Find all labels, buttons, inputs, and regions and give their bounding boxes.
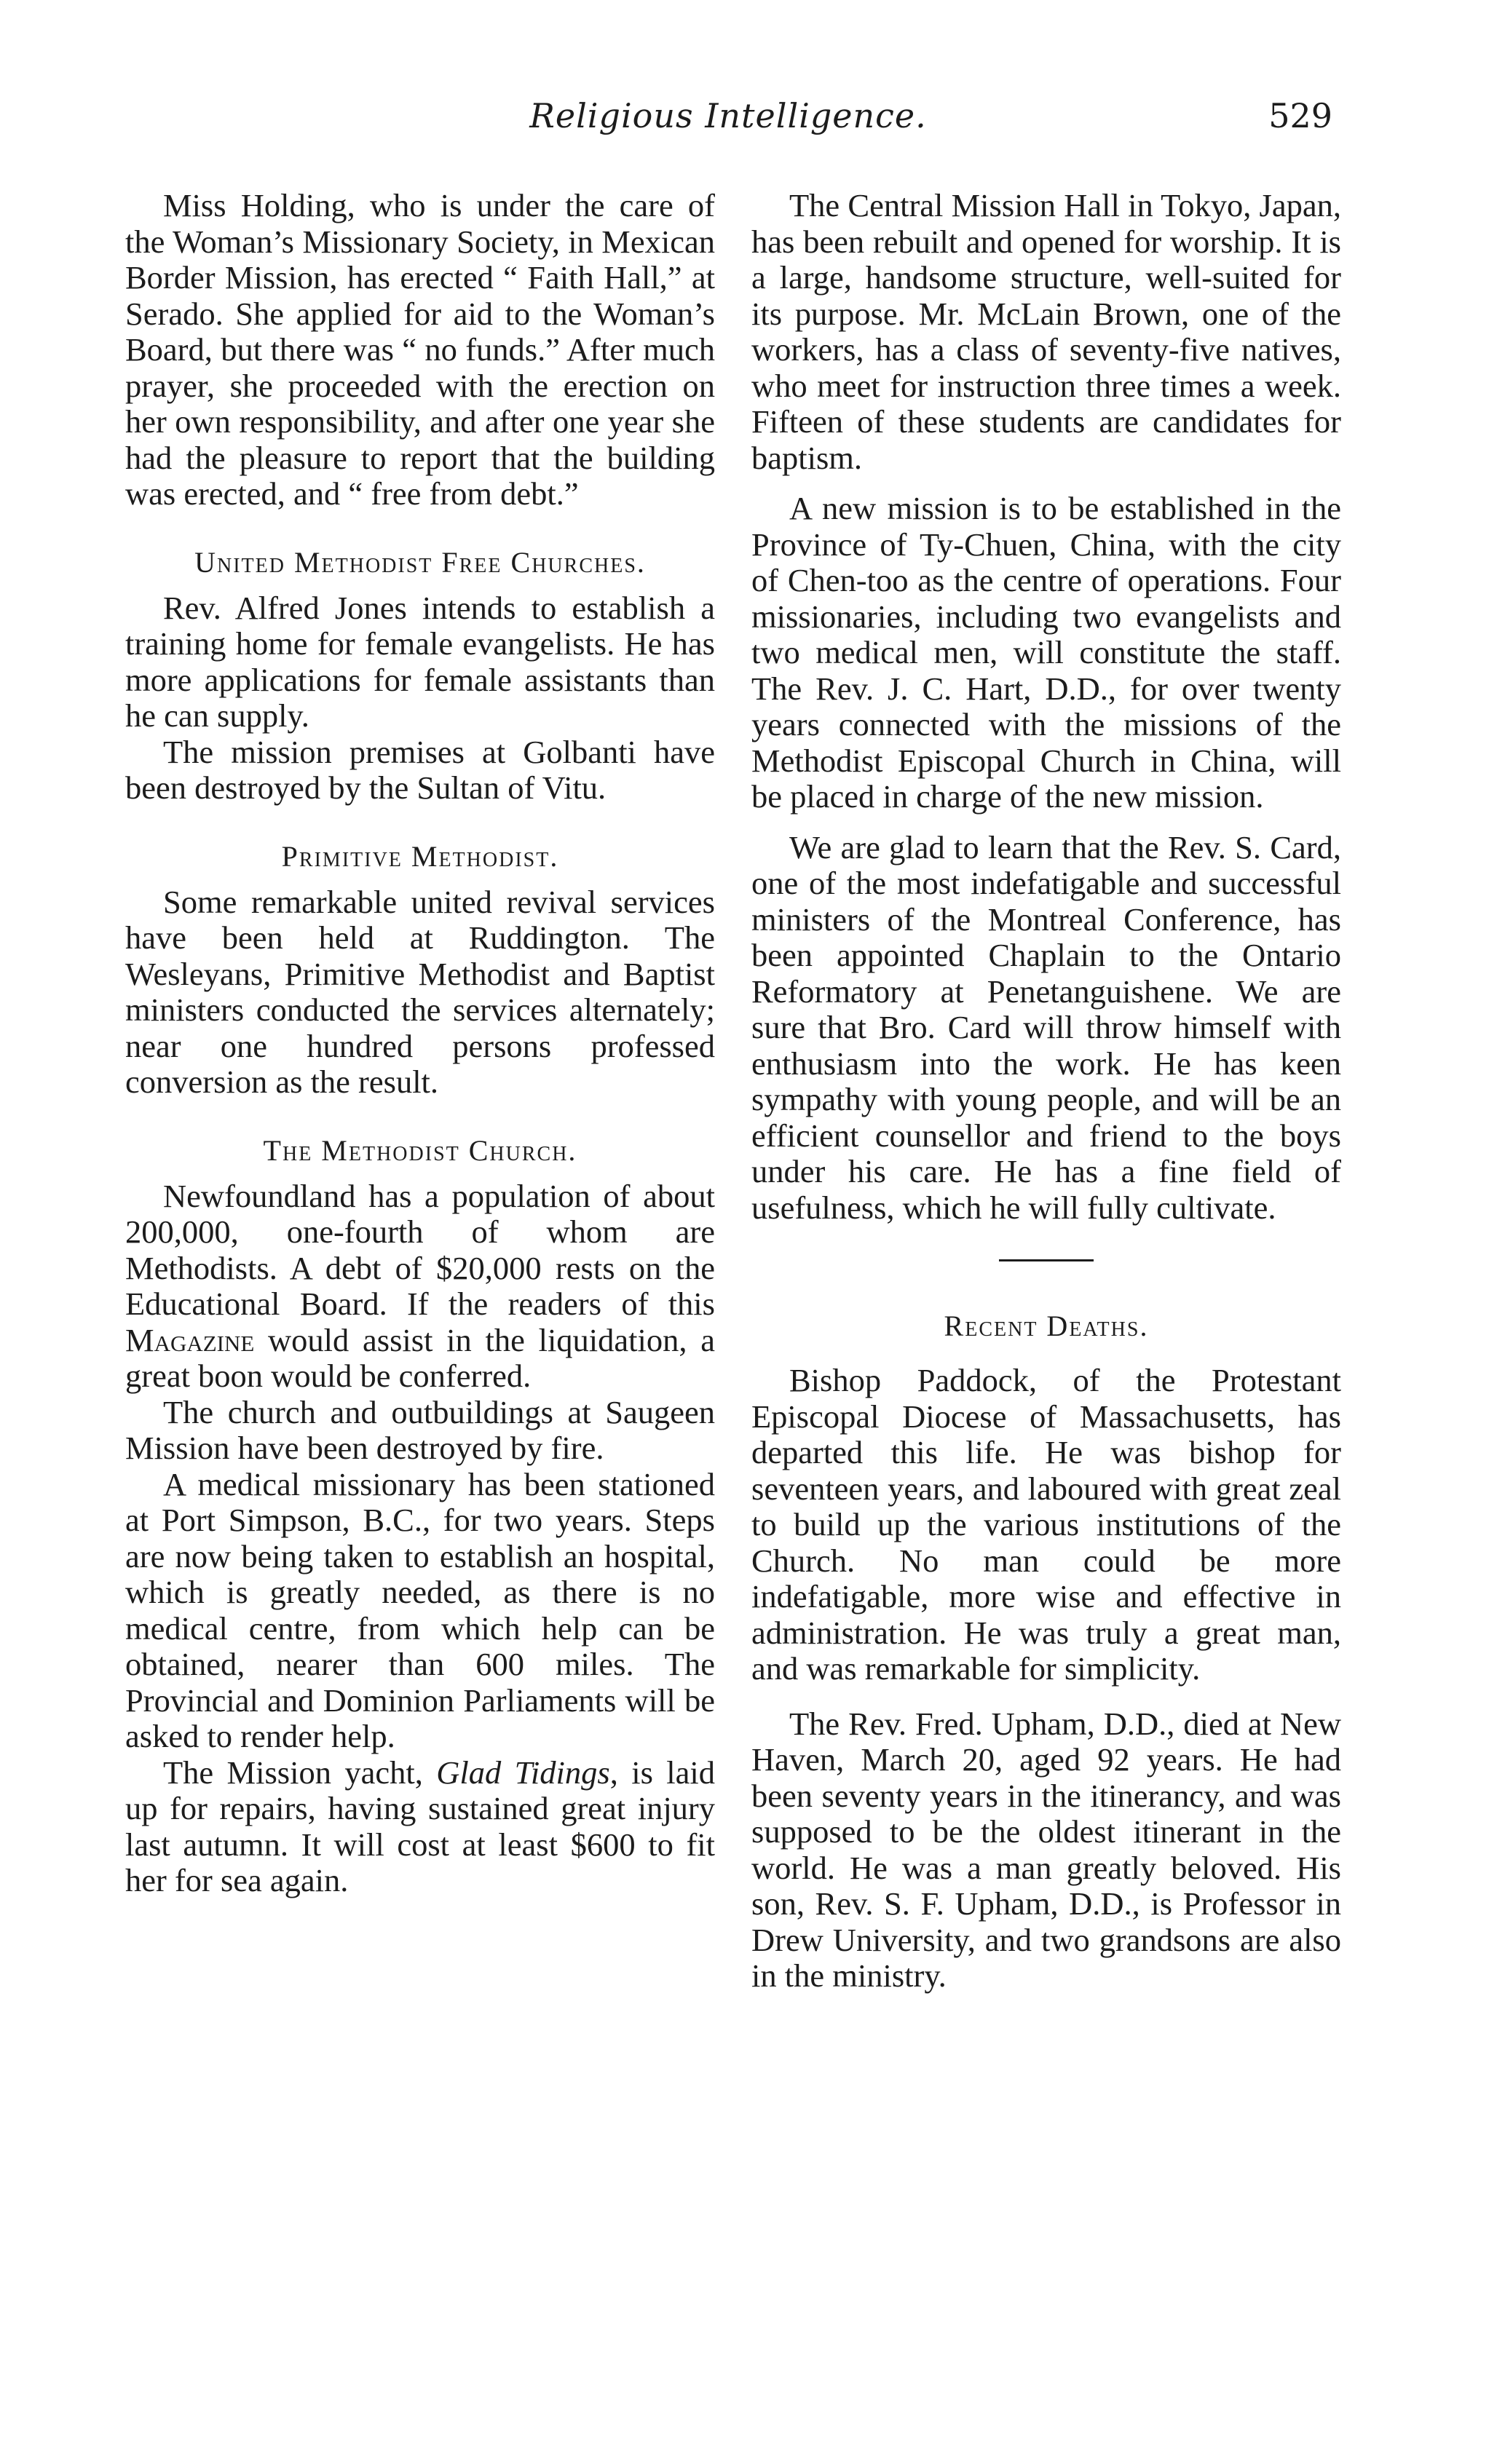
paragraph-ruddington-revival: Some remarkable united revival services have been held at Ruddington. The Wesleyans, Primitive Methodist and Baptist ministers conducted the services alternately; near one hundred persons professed conversion as the result.: [125, 883, 715, 1100]
paragraph-rev-card: We are glad to learn that the Rev. S. Card, one of the most indefatigable and successful ministers of the Montreal Conference, has been appointed Chaplain to the Ontario Reformatory at Penetanguishene. We are sure that Bro. Card will throw himself with enthusiasm into the work. He has keen sympathy with young people, and will be an efficient counsellor and friend to the boys under his care. He has a fine field of usefulness, which he will fully cultivate.: [751, 828, 1341, 1226]
paragraph-fred-upham: The Rev. Fred. Upham, D.D., died at New Haven, March 20, aged 92 years. He had been seventy years in the itinerancy, and was supposed to be the oldest itinerant in the world. He was a man greatly beloved. His son, Rev. S. F. Upham, D.D., is Professor in Drew University, and two grandsons are also in the ministry.: [751, 1705, 1341, 1994]
right-column: [751, 188, 1341, 2009]
newfoundland-text-start: Newfoundland has a population of about 200,000, one-fourth of whom are Methodists. A debt of $20,000 rests on the Educational Board. If the readers of this: [125, 1177, 715, 1322]
paragraph-faith-hall: Miss Holding, who is under the care of the Woman’s Missionary Society, in Mexican Border Mission, has erected “ Faith Hall,” at Serado. She applied for aid to the Woman’s Board, but there was “ no funds.” After much prayer, she proceeded with the erection on her own responsibility, and after one year she had the pleasure to report that the building was erected, and “ free from debt.”: [125, 187, 715, 512]
section-divider: [999, 1259, 1094, 1261]
magazine-word: Magazine: [125, 1321, 255, 1358]
section-heading-the-methodist-church: The Methodist Church.: [263, 1133, 577, 1167]
section-heading-united-methodist-free-churches: United Methodist Free Churches.: [194, 545, 646, 579]
paragraph-saugeen: The church and outbuildings at Saugeen Mission have been destroyed by fire.: [125, 1393, 715, 1466]
running-title: Religious Intelligence.: [529, 96, 927, 135]
yacht-text-start: The Mission yacht,: [163, 1754, 437, 1791]
paragraph-training-home: Rev. Alfred Jones intends to establish a training home for female evangelists. He has more applications for female assistants than he can supply.: [125, 589, 715, 734]
section-heading-recent-deaths: Recent Deaths.: [944, 1310, 1149, 1342]
paragraph-port-simpson: A medical missionary has been stationed at Port Simpson, B.C., for two years. Steps are now being taken to establish an hospital, which is greatly needed, as there is no medical centre, from which help can be obtained, nearer than 600 miles. The Provincial and Dominion Parliaments will be asked to render help.: [125, 1465, 715, 1754]
newfoundland-text-end: would assist in the liquidation, a great boon would be conferred.: [125, 1321, 715, 1394]
paragraph-bishop-paddock: Bishop Paddock, of the Protestant Episcopal Diocese of Massachusetts, has departed this life. He was bishop for seventeen years, and laboured with great zeal to build up the various institutions of the Church. No man could be more indefatigable, more wise and effective in administration. He was truly a great man, and was remarkable for simplicity.: [751, 1362, 1341, 1687]
paragraph-mission-yacht: [125, 1755, 715, 1899]
paragraph-newfoundland: [125, 1178, 715, 1395]
paragraph-ty-chuen-mission: A new mission is to be established in the Province of Ty-Chuen, China, with the city of Chen-too as the centre of operations. Four missionaries, including two evangelists and two medical men, will constitute the staff. The Rev. J. C. Hart, D.D., for over twenty years connected with the missions of the Methodist Episcopal Church in China, will be placed in charge of the new mission.: [751, 490, 1341, 815]
paragraph-golbanti: The mission premises at Golbanti have been destroyed by the Sultan of Vitu.: [125, 733, 715, 806]
page-header: [124, 96, 1332, 147]
left-column: [125, 188, 715, 1914]
page-number: 529: [1268, 96, 1332, 135]
section-heading-primitive-methodist: Primitive Methodist.: [281, 839, 559, 873]
yacht-text-end: , is laid up for repairs, having sustained great injury last autumn. It will cost at least $600 to fit her for sea again.: [125, 1754, 715, 1898]
paragraph-tokyo-mission: The Central Mission Hall in Tokyo, Japan, has been rebuilt and opened for worship. It is a large, handsome structure, well-suited for its purpose. Mr. McLain Brown, one of the workers, has a class of seventy-five natives, who meet for instruction three times a week. Fifteen of these students are candidates for baptism.: [751, 187, 1341, 476]
yacht-name: Glad Tidings: [436, 1754, 610, 1791]
